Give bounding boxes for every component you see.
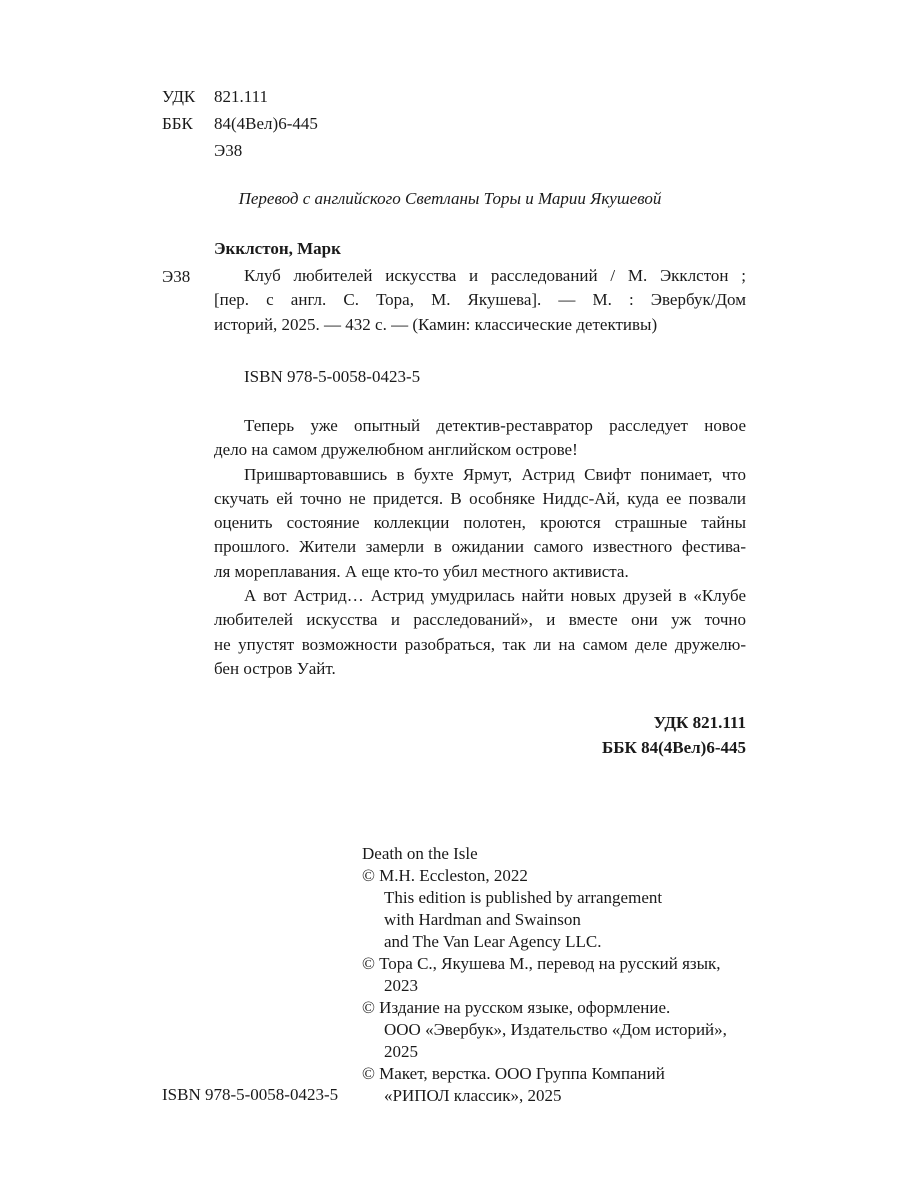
translation-note: Перевод с английского Светланы Торы и Марии Якушевой	[238, 189, 662, 208]
annotation-line: скучать ей точно не придется. В особняке Ниддс-Ай, куда ее позвали	[214, 488, 746, 508]
author-name: Экклстон, Марк	[214, 239, 341, 258]
bbk-value: 84(4Вел)6-445	[214, 114, 318, 133]
author-mark: Э38	[214, 141, 243, 160]
footer-isbn: ISBN 978-5-0058-0423-5	[162, 1085, 339, 1104]
copyright-edition: © Издание на русском языке, оформление.	[362, 998, 671, 1017]
annotation-line: не упустят возможности разобраться, так ли на самом деле дружелю-	[214, 634, 746, 654]
annotation-line: оценить состояние коллекции полотен, кроются страшные тайны	[214, 513, 746, 533]
copyright-translation: © Тора С., Якушева М., перевод на русский язык,	[362, 954, 721, 973]
classification-udk: УДК 821.111	[653, 713, 746, 732]
copyright-original: © M.H. Eccleston, 2022	[362, 866, 528, 885]
copyright-line: 2023	[384, 976, 418, 995]
udk-value: 821.111	[214, 87, 268, 106]
annotation-line: бен остров Уайт.	[214, 658, 336, 678]
copyright-line: «РИПОЛ классик», 2025	[384, 1086, 562, 1105]
copyright-line: and The Van Lear Agency LLC.	[384, 932, 602, 951]
biblio-line: [пер. с англ. С. Тора, М. Якушева]. — М. : Эвербук/Дом	[214, 290, 746, 310]
biblio-isbn: ISBN 978-5-0058-0423-5	[244, 367, 421, 386]
copyright-line: with Hardman and Swainson	[384, 910, 581, 929]
annotation	[214, 414, 746, 681]
annotation-line: прошлого. Жители замерли в ожидании самого известного фестива-	[214, 537, 746, 557]
copyright-layout: © Макет, верстка. ООО Группа Компаний	[362, 1064, 665, 1083]
udk-label: УДК	[162, 87, 196, 106]
copyright-line: This edition is published by arrangement	[384, 888, 663, 907]
annotation-line: Пришвартовавшись в бухте Ярмут, Астрид Свифт понимает, что	[244, 464, 746, 484]
copyright-line: 2025	[384, 1042, 418, 1061]
annotation-line: дело на самом дружелюбном английском острове!	[214, 440, 578, 460]
classification-bbk: ББК 84(4Вел)6-445	[602, 738, 746, 757]
side-mark: Э38	[162, 267, 191, 286]
biblio-line: Клуб любителей искусства и расследований / М. Экклстон ;	[244, 266, 746, 285]
original-title: Death on the Isle	[362, 844, 478, 863]
copyright-line: ООО «Эвербук», Издательство «Дом историй»,	[384, 1020, 727, 1039]
bbk-label: ББК	[162, 114, 193, 133]
biblio-line: историй, 2025. — 432 с. — (Камин: классические детективы)	[214, 314, 658, 334]
annotation-line: А вот Астрид… Астрид умудрилась найти новых друзей в «Клубе	[244, 586, 746, 606]
annotation-line: Теперь уже опытный детектив-реставратор расследует новое	[244, 416, 746, 435]
biblio-description	[214, 264, 746, 337]
annotation-line: любителей искусства и расследований», и вместе они уж точно	[214, 610, 746, 630]
annotation-line: ля мореплавания. А еще кто-то убил местного активиста.	[214, 561, 629, 581]
